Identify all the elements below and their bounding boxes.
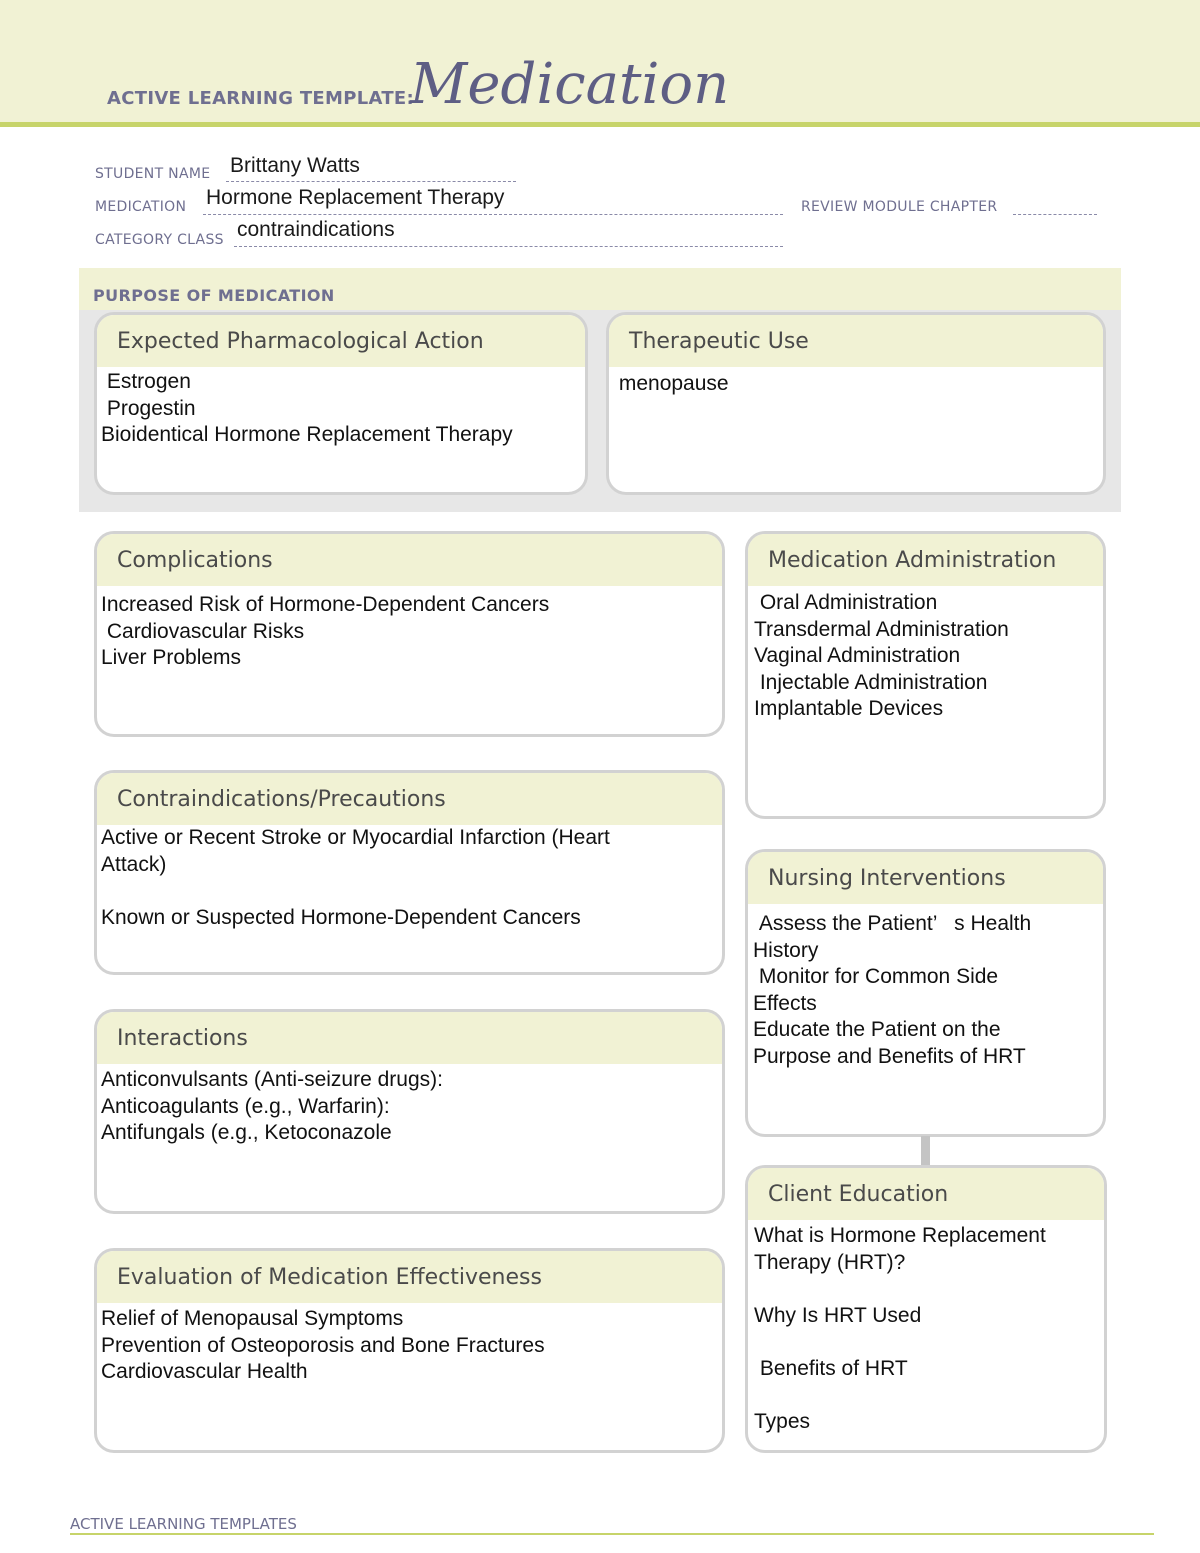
interactions-box xyxy=(94,1009,725,1214)
medication-administration-text[interactable] xyxy=(754,590,1093,723)
category-class-field[interactable]: contraindications xyxy=(237,218,395,241)
nursing-interventions-box xyxy=(745,849,1106,1137)
evaluation-line: Cardiovascular Health xyxy=(101,1360,308,1383)
footer-text: ACTIVE LEARNING TEMPLATES xyxy=(70,1515,297,1533)
review-module-label: REVIEW MODULE CHAPTER xyxy=(801,199,998,215)
contraindications-line: Known or Suspected Hormone-Dependent Cancers xyxy=(101,905,581,929)
client-education-line: What is Hormone Replacement xyxy=(754,1224,1046,1247)
client-education-line xyxy=(754,1329,1094,1356)
client-education-line xyxy=(754,1276,1094,1303)
page-title: Medication xyxy=(410,52,730,117)
medication-line xyxy=(203,214,783,215)
medication-administration-line: Implantable Devices xyxy=(754,697,944,720)
therapeutic-use-line: menopause xyxy=(613,372,729,395)
client-education-title: Client Education xyxy=(768,1182,949,1207)
client-education-line: Benefits of HRT xyxy=(754,1356,908,1380)
interactions-line: Antifungals (e.g., Ketoconazole xyxy=(101,1121,392,1144)
medication-administration-title: Medication Administration xyxy=(768,548,1057,573)
expected-action-line: Estrogen xyxy=(101,370,191,393)
purpose-title: PURPOSE OF MEDICATION xyxy=(93,286,335,305)
client-education-line xyxy=(754,1382,1094,1409)
medication-administration-line: Vaginal Administration xyxy=(754,644,961,667)
complications-title: Complications xyxy=(117,548,273,573)
template-label: ACTIVE LEARNING TEMPLATE: xyxy=(107,88,414,109)
nursing-interventions-line: Effects xyxy=(753,991,817,1015)
nursing-interventions-text[interactable] xyxy=(753,911,1093,1070)
student-name-field[interactable]: Brittany Watts xyxy=(230,154,360,177)
client-education-line: Types xyxy=(754,1409,811,1433)
medication-administration-box xyxy=(745,531,1106,819)
evaluation-text[interactable] xyxy=(101,1306,712,1386)
evaluation-line: Prevention of Osteoporosis and Bone Fractures xyxy=(101,1333,545,1357)
client-education-box xyxy=(745,1165,1107,1453)
contraindications-text[interactable] xyxy=(101,825,712,931)
interactions-line: Anticonvulsants (Anti-seizure drugs): xyxy=(101,1068,443,1091)
expected-action-box xyxy=(94,312,588,495)
medication-field[interactable]: Hormone Replacement Therapy xyxy=(206,186,505,209)
footer-divider xyxy=(70,1533,1154,1535)
nursing-interventions-line: Assess the Patient’ s Health xyxy=(753,912,1032,935)
client-education-text[interactable] xyxy=(754,1223,1094,1435)
category-class-line xyxy=(234,246,783,247)
medication-administration-line: Transdermal Administration xyxy=(754,617,1009,641)
review-module-line xyxy=(1013,214,1097,215)
therapeutic-use-text[interactable] xyxy=(613,371,1093,398)
complications-text[interactable] xyxy=(101,592,712,672)
evaluation-box xyxy=(94,1248,725,1453)
client-education-line: Therapy (HRT)? xyxy=(754,1250,906,1274)
expected-action-line: Progestin xyxy=(101,396,196,420)
complications-line: Increased Risk of Hormone-Dependent Cancers xyxy=(101,593,550,616)
expected-action-title: Expected Pharmacological Action xyxy=(117,329,484,354)
complications-box xyxy=(94,531,725,737)
nursing-interventions-line: Purpose and Benefits of HRT xyxy=(753,1044,1026,1068)
complications-line: Cardiovascular Risks xyxy=(101,619,305,643)
interactions-text[interactable] xyxy=(101,1067,712,1147)
therapeutic-use-title: Therapeutic Use xyxy=(629,329,809,354)
evaluation-line: Relief of Menopausal Symptoms xyxy=(101,1307,404,1330)
complications-line: Liver Problems xyxy=(101,646,242,669)
student-name-label: STUDENT NAME xyxy=(95,166,211,182)
contraindications-line: Active or Recent Stroke or Myocardial Infarction (Heart xyxy=(101,826,610,849)
box-connector xyxy=(921,1136,930,1166)
interactions-line: Anticoagulants (e.g., Warfarin): xyxy=(101,1094,390,1118)
student-name-line xyxy=(226,181,516,182)
medication-label: MEDICATION xyxy=(95,199,187,215)
expected-action-text[interactable] xyxy=(101,369,575,449)
medication-administration-line: Injectable Administration xyxy=(754,670,988,694)
interactions-title: Interactions xyxy=(117,1026,248,1051)
category-class-label: CATEGORY CLASS xyxy=(95,232,224,248)
medication-administration-line: Oral Administration xyxy=(754,591,938,614)
contraindications-line xyxy=(101,878,712,905)
nursing-interventions-title: Nursing Interventions xyxy=(768,866,1006,891)
client-education-line: Why Is HRT Used xyxy=(754,1303,922,1327)
contraindications-line: Attack) xyxy=(101,852,167,876)
nursing-interventions-line: Monitor for Common Side xyxy=(753,965,999,988)
expected-action-line: Bioidentical Hormone Replacement Therapy xyxy=(101,423,513,446)
contraindications-title: Contraindications/Precautions xyxy=(117,787,446,812)
header-divider xyxy=(0,122,1200,127)
evaluation-title: Evaluation of Medication Effectiveness xyxy=(117,1265,542,1290)
therapeutic-use-box xyxy=(606,312,1106,495)
nursing-interventions-line: History xyxy=(753,938,819,962)
contraindications-box xyxy=(94,770,725,975)
nursing-interventions-line: Educate the Patient on the xyxy=(753,1018,1001,1041)
